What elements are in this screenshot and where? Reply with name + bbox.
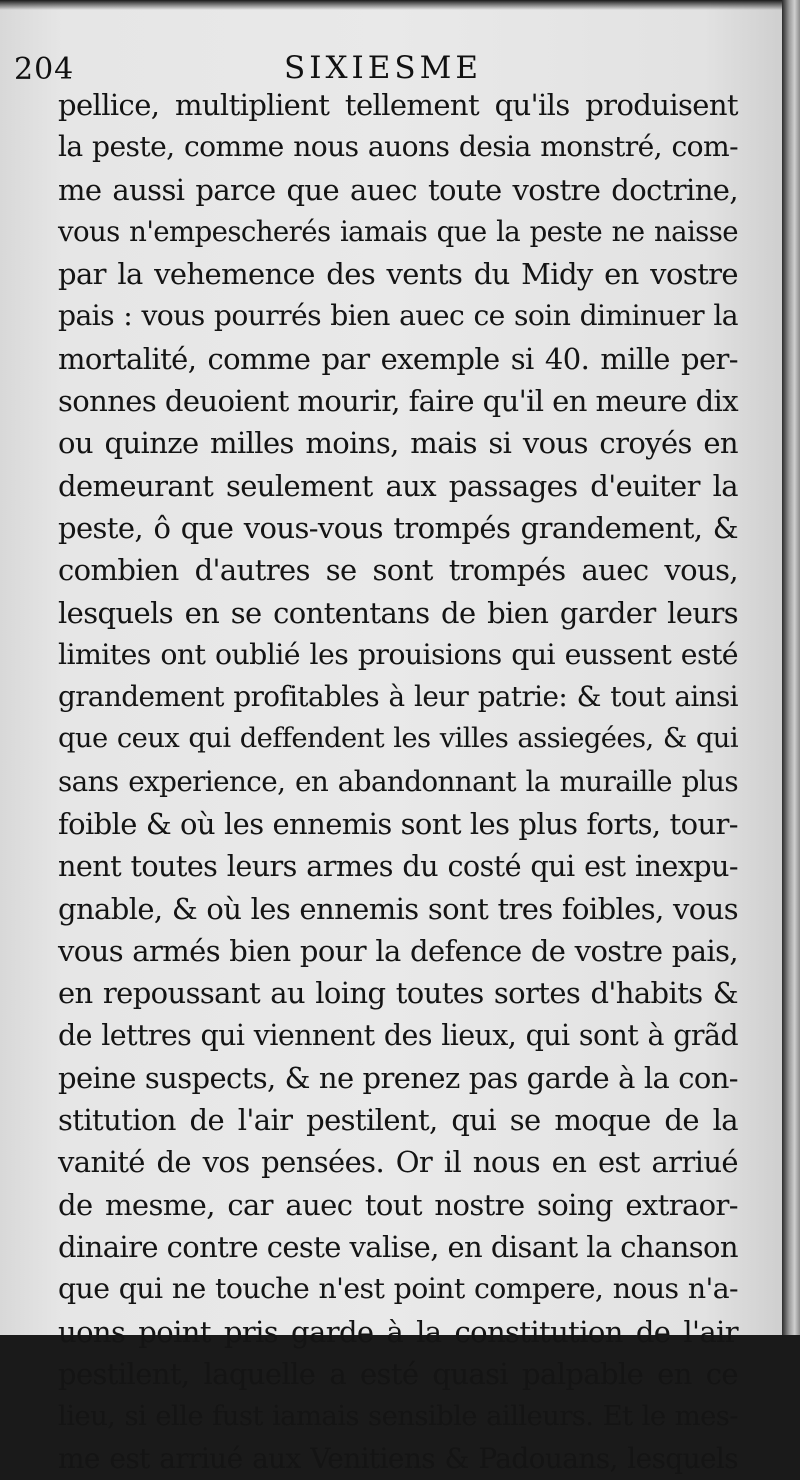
text-line: demeurant seulement aux passages d'euiter la	[58, 468, 738, 503]
text-line: peste, ô que vous-vous trompés grandement, &	[58, 510, 738, 545]
text-line: foible & où les ennemis sont les plus forts, tour-	[58, 807, 738, 842]
book-binding-edge	[782, 0, 800, 1335]
page-number: 204	[14, 52, 75, 87]
text-line: nent toutes leurs armes du costé qui est inexpu-	[58, 849, 738, 884]
text-line: vanité de vos pensées. Or il nous en est arriué	[58, 1145, 738, 1180]
text-line: pellice, multiplient tellement qu'ils produisent	[58, 88, 738, 122]
text-line: sans experience, en abandonnant la muraille plus	[58, 764, 738, 798]
text-line: me aussi parce que auec toute vostre doctrine,	[58, 172, 738, 207]
text-line: que ceux qui deffendent les villes assiegées, & qui	[58, 723, 738, 755]
text-line: uons point pris garde à la constitution de l'air	[58, 1314, 738, 1349]
text-line: vous n'empescherés iamais que la peste ne naisse	[58, 214, 738, 248]
text-line: lesquels en se contentans de bien garder leurs	[58, 595, 738, 630]
text-line: pais : vous pourrés bien auec ce soin diminuer la	[58, 299, 738, 333]
text-line: par la vehemence des vents du Midy en vostre	[58, 257, 738, 292]
text-line: en repoussant au loing toutes sortes d'habits &	[58, 976, 738, 1011]
text-line: de lettres qui viennent des lieux, qui sont à grãd	[58, 1018, 738, 1052]
text-line: me est arriué aux Venitiens & Padouans, lesquels	[58, 1441, 738, 1475]
text-line: sonnes deuoient mourir, faire qu'il en meure dix	[58, 384, 738, 419]
text-line: peine suspects, & ne prenez pas garde à la con-	[58, 1060, 738, 1095]
text-line: ou quinze milles moins, mais si vous croyés en	[58, 426, 738, 461]
text-line: combien d'autres se sont trompés auec vous,	[58, 553, 738, 588]
text-line: de mesme, car auec tout nostre soing extraor-	[58, 1187, 738, 1222]
text-line: gnable, & où les ennemis sont tres foibles, vous	[58, 891, 738, 926]
body-text	[58, 84, 738, 1480]
page-top-shadow	[0, 0, 800, 10]
text-line: grandement profitables à leur patrie: & tout ainsi	[58, 680, 738, 714]
running-head: SIXIESME	[284, 50, 483, 86]
text-line: pestilent, laquelle a esté quasi palpable en ce	[58, 1356, 738, 1391]
text-line: dinaire contre ceste valise, en disant la chanson	[58, 1230, 738, 1265]
text-line: vous armés bien pour la defence de vostre pais,	[58, 933, 738, 968]
text-line: que qui ne touche n'est point compere, nous n'a-	[58, 1272, 738, 1306]
text-line: la peste, comme nous auons desia monstré, com-	[58, 130, 738, 164]
text-line: lieu, si elle fust iamais sensible ailleurs. Et le mes-	[58, 1400, 738, 1433]
text-line: limites ont oublié les prouisions qui eussent esté	[58, 637, 738, 671]
text-line: mortalité, comme par exemple si 40. mille per-	[58, 341, 738, 376]
text-line: stitution de l'air pestilent, qui se moque de la	[58, 1103, 738, 1138]
